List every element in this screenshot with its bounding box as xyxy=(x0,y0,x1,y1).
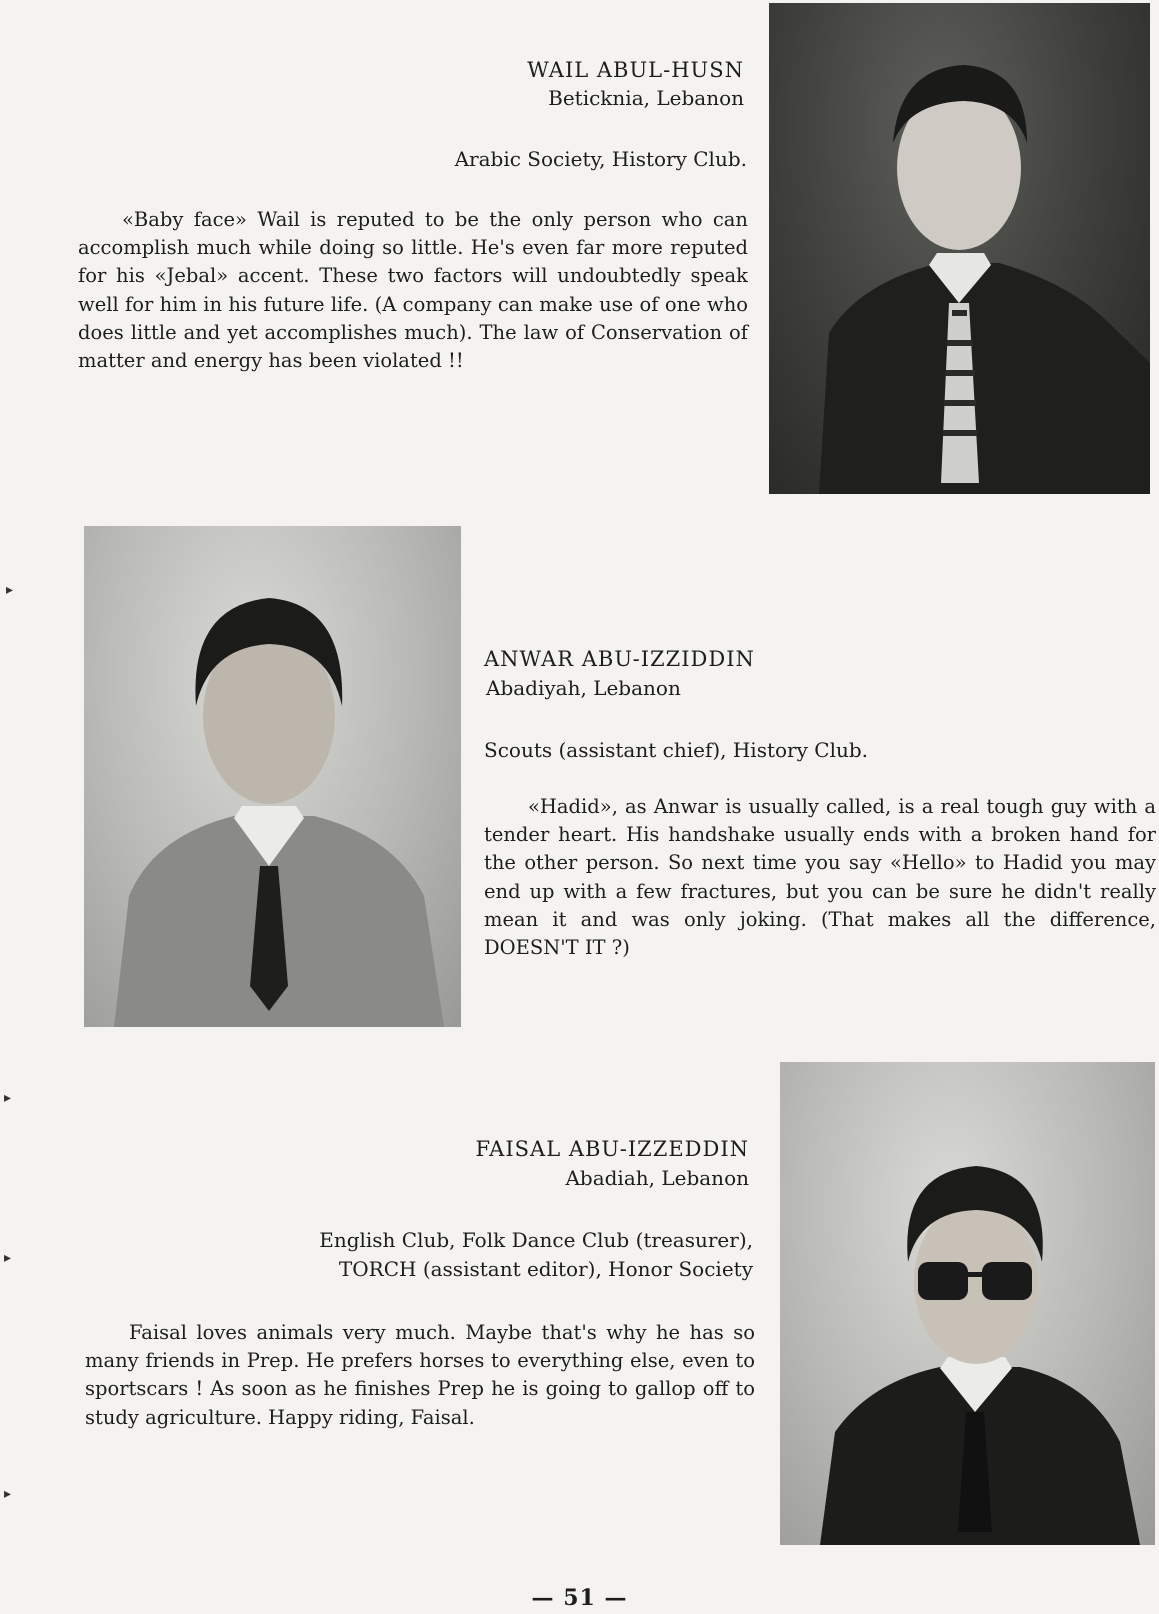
portrait-figure-wail xyxy=(769,3,1150,494)
student-activities: English Club, Folk Dance Club (treasurer), xyxy=(319,1228,753,1252)
student-bio: «Hadid», as Anwar is usually called, is a real tough guy with a tender heart. His handshake usually ends with a broken hand for the other person. So next time you say «Hello» to Hadid you may end up with a few fractures, but you can be sure he didn't really mean it and was only joking. (That makes all the difference, DOESN'T IT ?) xyxy=(484,795,1156,960)
page-number: — 51 — xyxy=(531,1585,628,1611)
student-activities: Arabic Society, History Club. xyxy=(454,147,747,171)
portrait-figure-anwar xyxy=(84,526,461,1027)
student-bio: Faisal loves animals very much. Maybe that's why he has so many friends in Prep. He prefers horses to everything else, even to sportscars ! As soon as he finishes Prep he is going to gallop off to study agriculture. Happy riding, Faisal. xyxy=(85,1321,755,1429)
portrait-figure-faisal xyxy=(780,1062,1155,1545)
binding-mark: ▸ xyxy=(4,1486,12,1502)
student-bio: «Baby face» Wail is reputed to be the only person who can accomplish much while doing so little. He's even far more reputed for his «Jebal» accent. These two factors will undoubtedly speak well for him in his future life. (A company can make use of one who does little and yet accomplishes much). The law of Conservation of matter and energy has been violated !! xyxy=(78,208,748,373)
portrait-photo-anwar xyxy=(84,526,461,1027)
student-hometown: Beticknia, Lebanon xyxy=(548,86,744,110)
student-hometown: Abadiah, Lebanon xyxy=(565,1166,749,1190)
student-hometown: Abadiyah, Lebanon xyxy=(486,676,681,700)
student-activities: Scouts (assistant chief), History Club. xyxy=(484,738,869,762)
student-name: ANWAR ABU-IZZIDDIN xyxy=(484,647,755,671)
binding-mark: ▸ xyxy=(4,1090,12,1106)
portrait-photo-wail xyxy=(769,3,1150,494)
student-name: FAISAL ABU-IZZEDDIN xyxy=(475,1137,749,1161)
student-name: WAIL ABUL-HUSN xyxy=(527,58,744,82)
student-activities: TORCH (assistant editor), Honor Society xyxy=(338,1257,753,1281)
portrait-photo-faisal xyxy=(780,1062,1155,1545)
binding-mark: ▸ xyxy=(4,1250,12,1266)
binding-mark: ▸ xyxy=(6,582,14,598)
